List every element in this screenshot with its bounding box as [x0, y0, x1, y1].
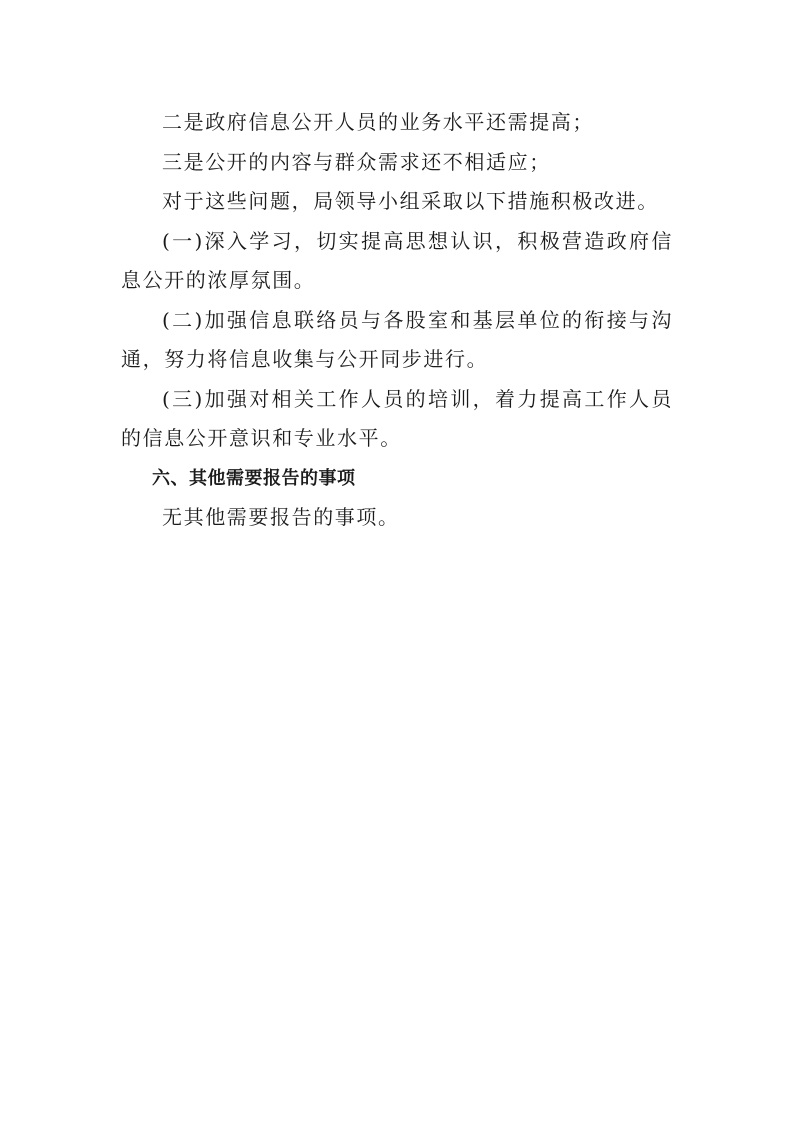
paragraph-measure-3: (三)加强对相关工作人员的培训，着力提高工作人员的信息公开意识和专业水平。 — [121, 386, 673, 450]
section-heading-other-matters: 六、其他需要报告的事项 — [152, 467, 356, 489]
document-body — [121, 103, 673, 538]
paragraph-no-other-matters: 无其他需要报告的事项。 — [162, 505, 400, 529]
paragraph-staff-skill: 二是政府信息公开人员的业务水平还需提高； — [162, 110, 594, 134]
paragraph-content-demand: 三是公开的内容与群众需求还不相适应； — [162, 149, 551, 174]
paragraph-measure-1: (一)深入学习，切实提高思想认识，积极营造政府信息公开的浓厚氛围。 — [121, 228, 673, 292]
paragraph-measure-2: (二)加强信息联络员与各股室和基层单位的衔接与沟通，努力将信息收集与公开同步进行。 — [121, 307, 673, 371]
paragraph-measures-intro: 对于这些问题，局领导小组采取以下措施积极改进。 — [162, 189, 659, 213]
